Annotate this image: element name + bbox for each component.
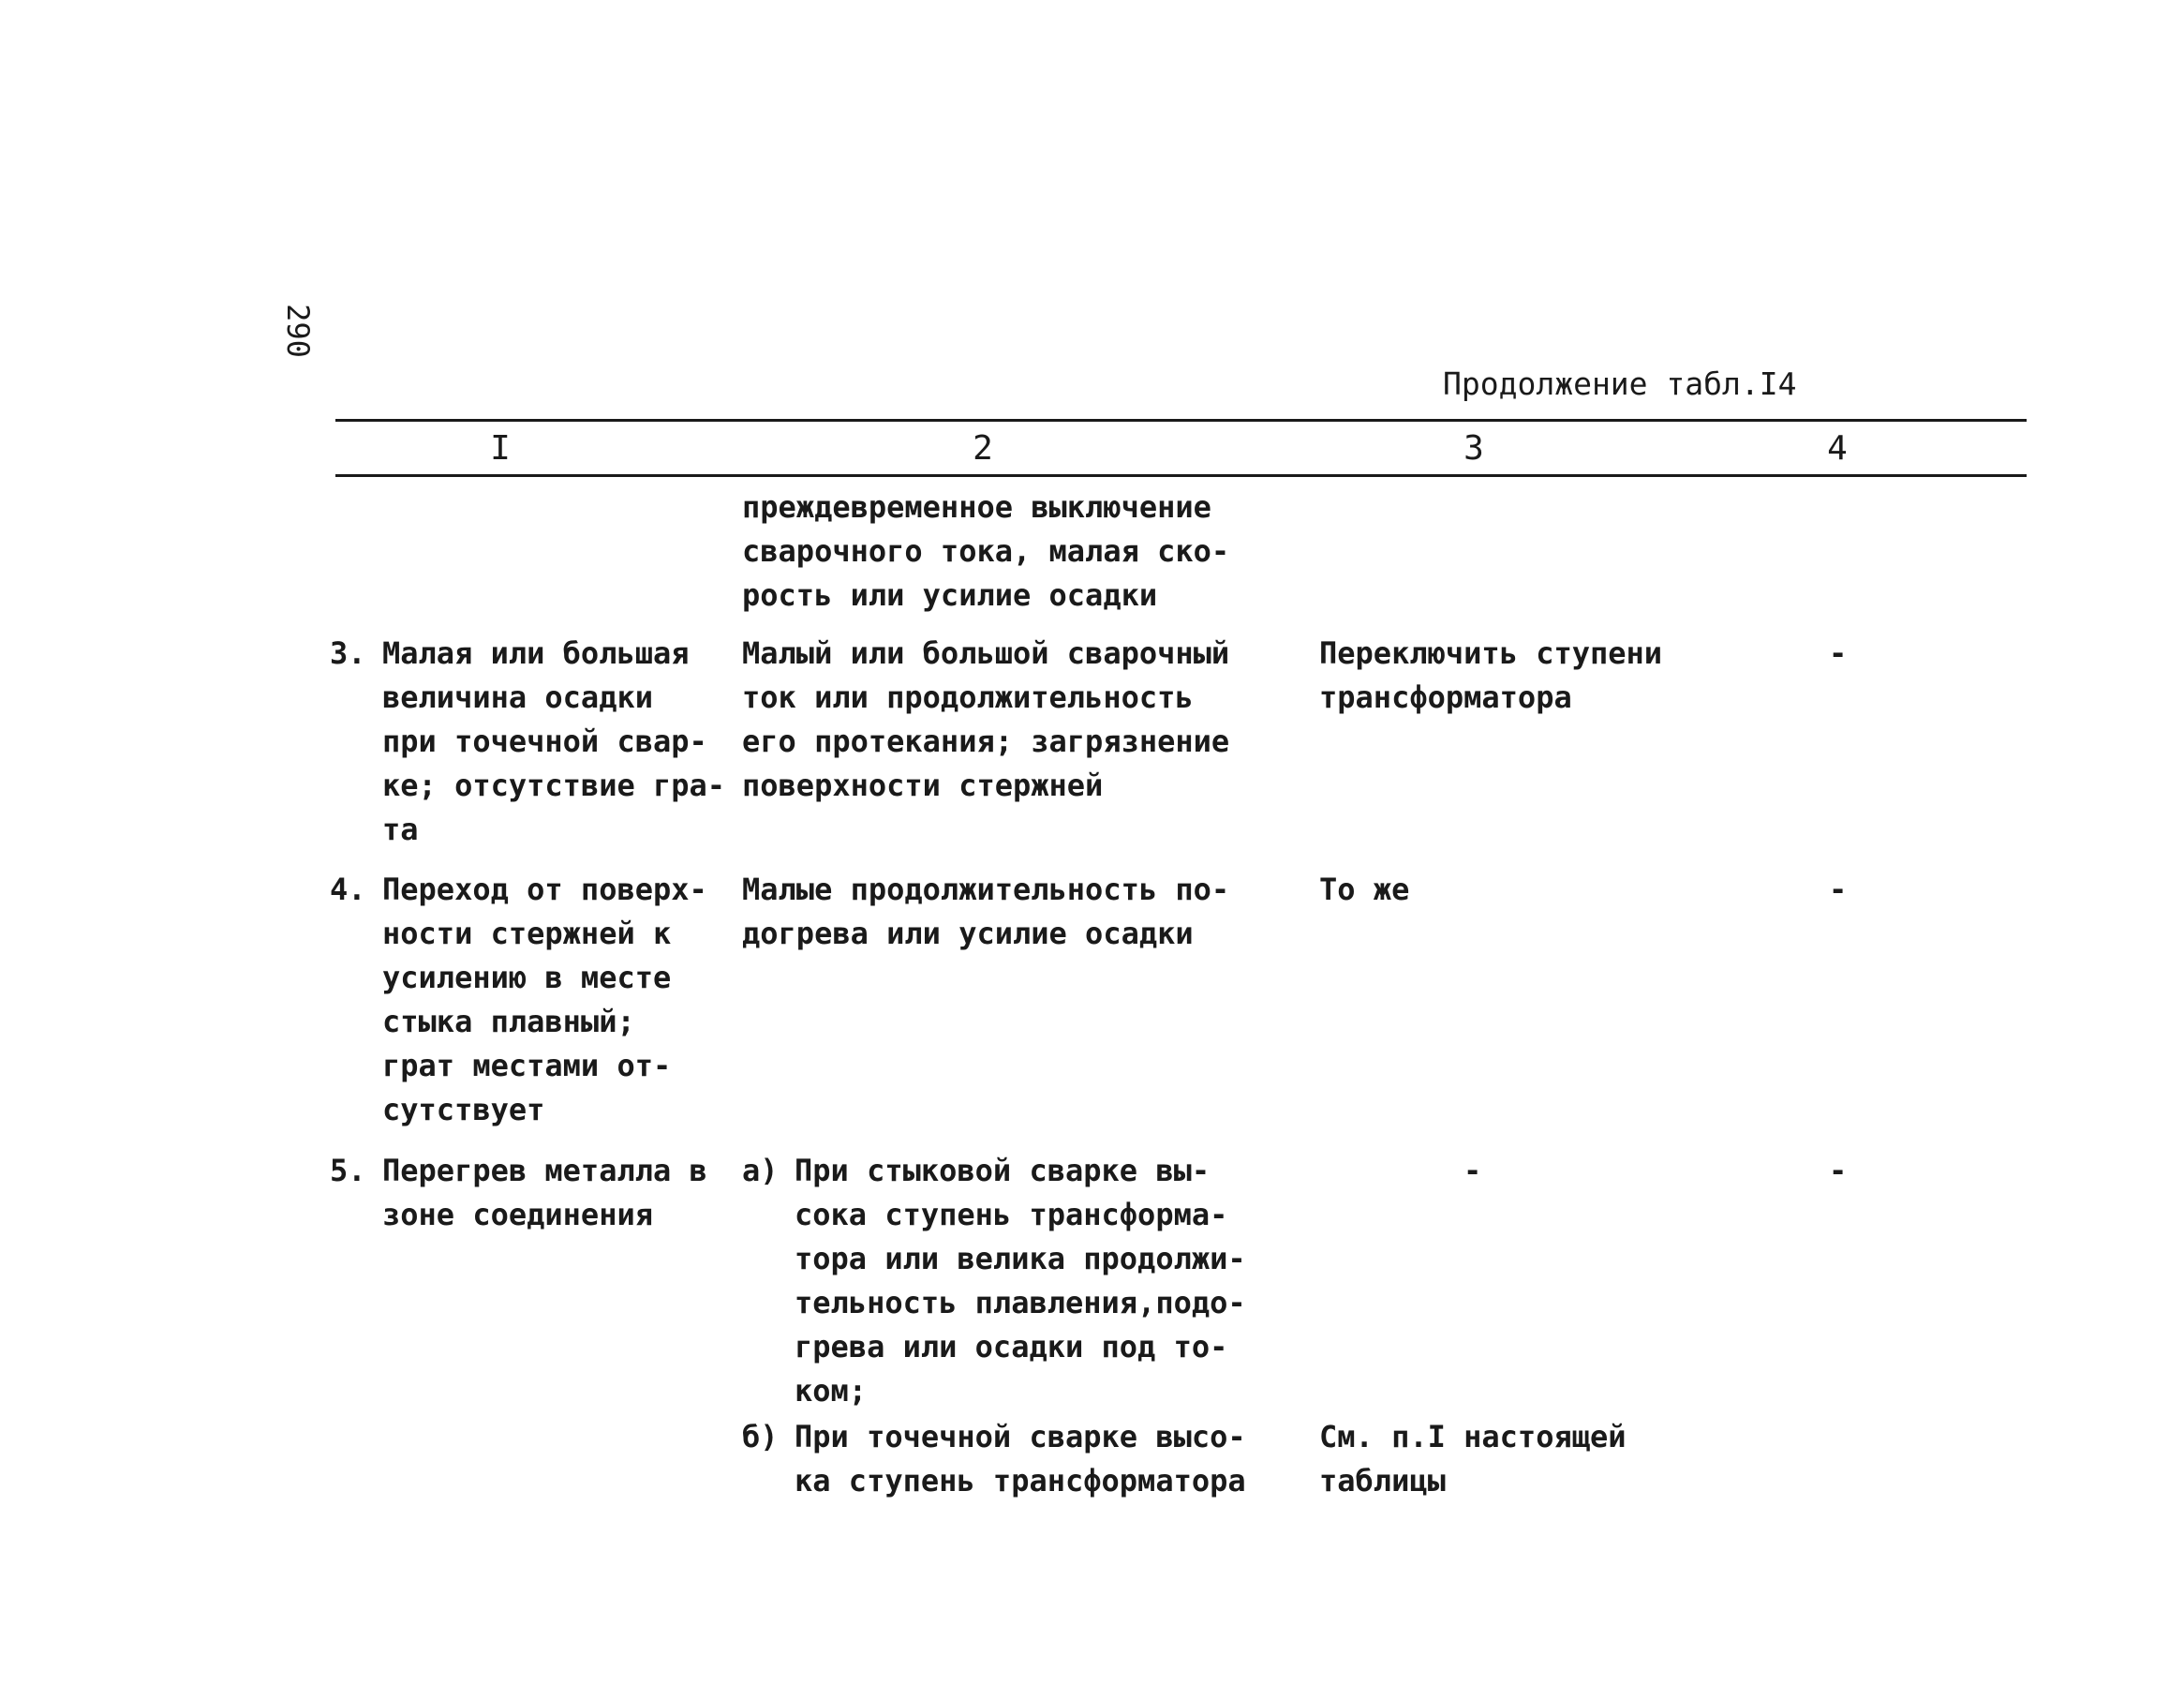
row-3-defect: Малая или большая величина осадки при точечной свар- ке; отсутствие гра- та	[382, 635, 726, 847]
row-5-cause-b-marker: б)	[742, 1419, 779, 1454]
row-4-col4: -	[1829, 872, 1848, 907]
row-5-cause-a-marker: а)	[742, 1153, 779, 1188]
row-5-defect: Перегрев металла в зоне соединения	[382, 1153, 707, 1232]
row-5-remedy-b: См. п.I настоящей таблицы	[1319, 1419, 1627, 1499]
row-3-number: 3.	[330, 635, 366, 671]
row-5-cause-b-text: При точечной сварке высо- ка ступень трансформатора	[795, 1419, 1246, 1499]
column-number-3: 3	[1463, 429, 1484, 468]
row-3-cause: Малый или большой сварочный ток или продолжительность его протекания; загрязнение поверхности стержней	[742, 635, 1230, 803]
row-5-number: 5.	[330, 1153, 366, 1188]
row-4-defect: Переход от поверх- ности стержней к усилению в месте стыка плавный; грат местами от- сутствует	[382, 872, 707, 1127]
column-number-2: 2	[973, 429, 993, 468]
row-4-remedy: То же	[1319, 872, 1410, 907]
row-5-cause-a-text: При стыковой сварке вы- сока ступень трансформа- тора или велика продолжи- тельность плавления,подо- грева или осадки под то- ком;	[795, 1153, 1246, 1409]
row-5-col4: -	[1829, 1153, 1848, 1188]
row-4-cause: Малые продолжительность по- догрева или усилие осадки	[742, 872, 1230, 951]
row-3-remedy: Переключить ступени трансформатора	[1319, 635, 1663, 715]
column-number-1: I	[490, 429, 511, 468]
page-number: 290	[280, 304, 317, 358]
row-continuation-cause: преждевременное выключение сварочного тока, малая ско- рость или усилие осадки	[742, 489, 1230, 613]
header-bottom-rule	[335, 474, 2027, 477]
row-5-remedy-a: -	[1463, 1153, 1482, 1188]
table-caption: Продолжение табл.I4	[1443, 365, 1797, 402]
column-number-4: 4	[1827, 429, 1848, 468]
row-4-number: 4.	[330, 872, 366, 907]
row-3-col4: -	[1829, 635, 1848, 671]
header-top-rule	[335, 419, 2027, 422]
